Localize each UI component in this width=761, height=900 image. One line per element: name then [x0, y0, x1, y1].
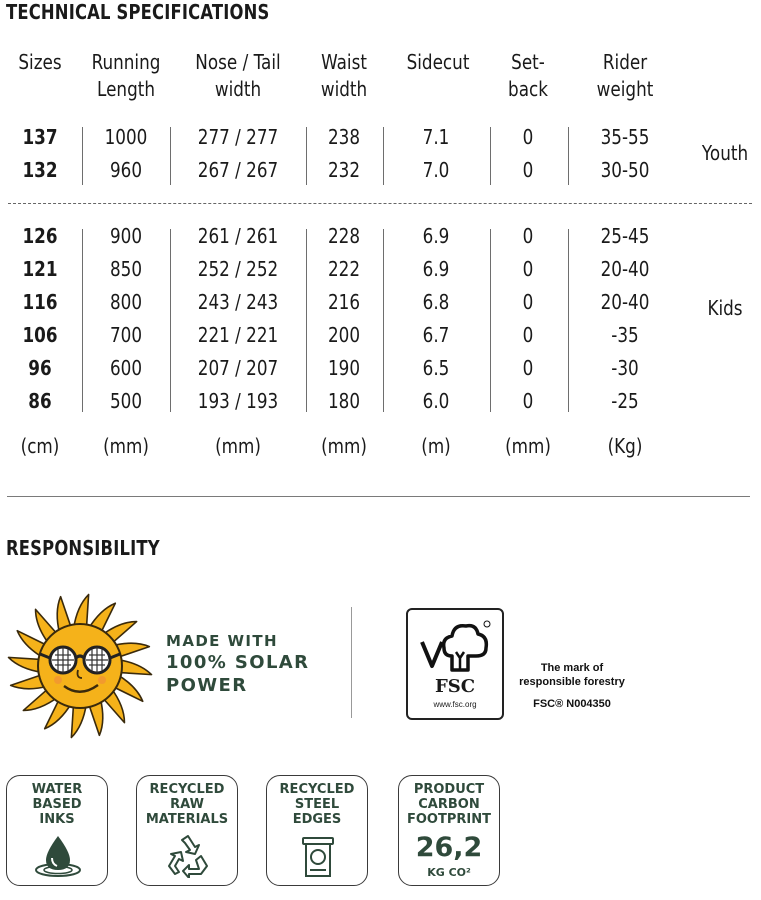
table-cell: 20-40	[600, 290, 650, 314]
sun-with-sunglasses-icon	[6, 592, 154, 740]
unit-cell: (mm)	[505, 434, 551, 458]
unit-cell: (mm)	[103, 434, 149, 458]
table-cell: 1000	[104, 125, 148, 149]
column-divider	[568, 127, 569, 185]
technical-specifications-title: TECHNICAL SPECIFICATIONS	[6, 0, 270, 24]
table-cell: 190	[327, 356, 361, 380]
table-cell: 7.1	[422, 125, 450, 149]
column-divider	[383, 127, 384, 185]
badge-product-carbon-footprint	[398, 775, 500, 886]
table-cell: 7.0	[422, 158, 450, 182]
table-cell: 30-50	[600, 158, 650, 182]
table-cell: 200	[327, 323, 361, 347]
unit-cell: (mm)	[321, 434, 367, 458]
column-header: width	[214, 77, 262, 101]
table-cell: 6.9	[422, 224, 450, 248]
table-cell: 0	[522, 323, 534, 347]
column-divider	[306, 229, 307, 412]
table-cell: 238	[327, 125, 361, 149]
fsc-tree-check-icon	[418, 618, 494, 678]
table-cell: 261 / 261	[197, 224, 279, 248]
table-cell: 0	[522, 224, 534, 248]
table-cell: 207 / 207	[197, 356, 279, 380]
size-cell: 137	[22, 125, 58, 149]
column-header: Rider	[602, 50, 648, 74]
table-cell: 900	[109, 224, 143, 248]
table-cell: 600	[109, 356, 143, 380]
table-cell: 0	[522, 356, 534, 380]
table-cell: -30	[611, 356, 639, 380]
size-cell: 121	[22, 257, 58, 281]
table-cell: 35-55	[600, 125, 650, 149]
recycling-bin-icon	[300, 834, 336, 878]
responsibility-title: RESPONSIBILITY	[6, 536, 160, 560]
column-header: weight	[596, 77, 654, 101]
recycle-icon	[165, 834, 211, 878]
solar-line-1: MADE WITH	[166, 632, 278, 650]
column-divider	[82, 229, 83, 412]
table-cell: 267 / 267	[197, 158, 279, 182]
badge-recycled-steel-edges	[266, 775, 368, 886]
unit-cell: (cm)	[20, 434, 60, 458]
table-cell: 216	[327, 290, 361, 314]
table-cell: 0	[522, 257, 534, 281]
carbon-unit: KG CO²	[427, 866, 471, 879]
column-header: Sidecut	[406, 50, 470, 74]
table-cell: -35	[611, 323, 639, 347]
column-divider	[170, 127, 171, 185]
unit-cell: (m)	[421, 434, 451, 458]
column-header: Sizes	[18, 50, 62, 74]
table-cell: 25-45	[600, 224, 650, 248]
table-cell: 0	[522, 290, 534, 314]
column-header: Length	[97, 77, 155, 101]
column-header: width	[320, 77, 368, 101]
fsc-logo-text: FSC	[434, 676, 476, 697]
carbon-value: 26,2	[415, 832, 483, 863]
badge-label: RECYCLED STEEL EDGES	[279, 782, 355, 827]
table-cell: 243 / 243	[197, 290, 279, 314]
size-cell: 96	[28, 356, 52, 380]
column-divider	[490, 127, 491, 185]
table-cell: 0	[522, 158, 534, 182]
column-divider	[82, 127, 83, 185]
column-divider	[170, 229, 171, 412]
table-cell: 228	[327, 224, 361, 248]
solar-line-3: POWER	[166, 675, 248, 696]
column-header: Nose / Tail	[195, 50, 281, 74]
table-cell: 0	[522, 389, 534, 413]
column-header: back	[508, 77, 548, 101]
fsc-url: www.fsc.org	[433, 700, 477, 709]
table-cell: 960	[109, 158, 143, 182]
fsc-mark-line-1: The mark of	[540, 662, 604, 674]
unit-cell: (Kg)	[607, 434, 643, 458]
table-cell: 800	[109, 290, 143, 314]
badge-label: PRODUCT CARBON FOOTPRINT	[407, 782, 491, 827]
table-cell: 277 / 277	[197, 125, 279, 149]
table-cell: 6.7	[422, 323, 450, 347]
column-divider	[306, 127, 307, 185]
table-cell: 700	[109, 323, 143, 347]
fsc-logo	[406, 608, 504, 720]
size-cell: 116	[22, 290, 58, 314]
table-cell: 6.9	[422, 257, 450, 281]
fsc-license-code: FSC® N004350	[533, 698, 611, 710]
badge-label: RECYCLED RAW MATERIALS	[145, 782, 229, 827]
table-cell: 222	[327, 257, 361, 281]
size-cell: 132	[22, 158, 58, 182]
solar-line-2: 100% SOLAR	[166, 652, 310, 673]
table-cell: 850	[109, 257, 143, 281]
group-label-youth: Youth	[701, 141, 749, 165]
responsibility-separator	[351, 607, 352, 718]
group-label-kids: Kids	[707, 296, 743, 320]
youth-kids-separator	[8, 203, 752, 204]
column-header: Running	[91, 50, 161, 74]
table-cell: 20-40	[600, 257, 650, 281]
table-cell: 6.8	[422, 290, 450, 314]
table-cell: 0	[522, 125, 534, 149]
size-cell: 126	[22, 224, 58, 248]
table-cell: 500	[109, 389, 143, 413]
table-cell: 193 / 193	[197, 389, 279, 413]
badge-water-based-inks	[6, 775, 108, 886]
unit-cell: (mm)	[215, 434, 261, 458]
table-cell: 6.5	[422, 356, 450, 380]
size-cell: 106	[22, 323, 58, 347]
table-cell: 232	[327, 158, 361, 182]
column-header: Waist	[321, 50, 367, 74]
water-drop-icon	[33, 834, 83, 878]
table-cell: 180	[327, 389, 361, 413]
column-divider	[383, 229, 384, 412]
column-divider	[490, 229, 491, 412]
column-divider	[568, 229, 569, 412]
table-cell: 6.0	[422, 389, 450, 413]
table-cell: -25	[611, 389, 639, 413]
table-cell: 252 / 252	[197, 257, 279, 281]
badge-recycled-raw-materials	[136, 775, 238, 886]
table-cell: 221 / 221	[197, 323, 279, 347]
section-divider	[7, 496, 750, 497]
size-cell: 86	[28, 389, 52, 413]
fsc-mark-line-2: responsible forestry	[519, 676, 625, 688]
column-header: Set-	[511, 50, 545, 74]
badge-label: WATER BASED INKS	[31, 782, 83, 827]
